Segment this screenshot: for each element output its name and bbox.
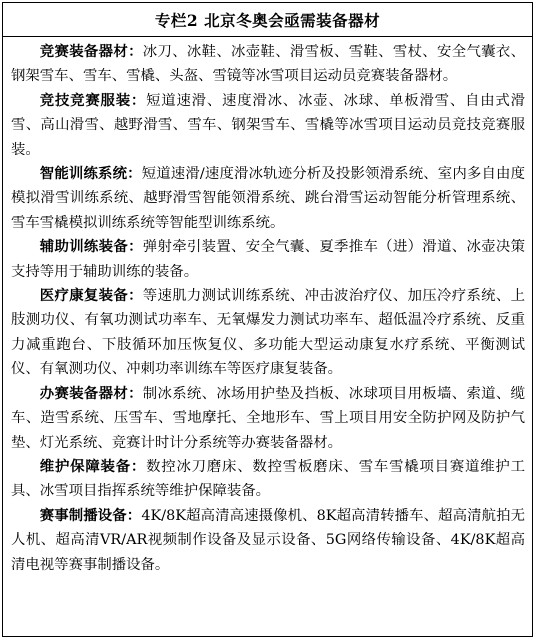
section-broadcast (11, 504, 525, 577)
column-box (2, 2, 533, 637)
section-text: 弹射牵引装置、安全气囊、夏季推车（进）滑道、冰壶决策支持等用于辅助训练的装备。 (11, 239, 525, 280)
section-medical-rehab (11, 284, 525, 382)
column-title: 专栏2 北京冬奥会亟需装备器材 (3, 3, 532, 37)
section-text: 等速肌力测试训练系统、冲击波治疗仪、加压冷疗系统、上肢测功仪、有氧功测试功率车、无氧爆发力测试功率车、超低温冷疗系统、反重力减重跑台、下肢循环加压恢复仪、多功能大型运动康复水疗系统、平衡测试仪、有氧测功仪、冲刺功率训练车等医疗康复装备。 (11, 288, 525, 378)
section-term: 竞技竞赛服装： (39, 91, 147, 109)
section-smart-training (11, 162, 525, 235)
section-text: 短道速滑/速度滑冰轨迹分析及投影领滑系统、室内多自由度模拟滑雪训练系统、越野滑雪智能领滑系统、跳台滑雪运动智能分析管理系统、雪车雪橇模拟训练系统等智能型训练系统。 (11, 166, 525, 231)
section-text: 短道速滑、速度滑冰、冰壶、冰球、单板滑雪、自由式滑雪、高山滑雪、越野滑雪、雪车、钢架雪车、雪橇等冰雪项目运动员竞技竞赛服装。 (11, 92, 525, 158)
section-term: 医疗康复装备： (39, 287, 143, 305)
section-auxiliary-training (11, 235, 525, 284)
section-term: 办赛装备器材： (39, 384, 143, 402)
section-term: 智能训练系统： (39, 165, 142, 183)
section-competition-equipment (11, 40, 525, 89)
section-event-operations (11, 382, 525, 455)
section-text: 数控冰刀磨床、数控雪板磨床、雪车雪橇项目赛道维护工具、冰雪项目指挥系统等维护保障装备。 (11, 458, 525, 500)
section-term: 维护保障装备： (39, 457, 147, 475)
column-body (3, 37, 532, 577)
section-maintenance (11, 455, 525, 504)
section-text: 4K/8K超高清高速摄像机、8K超高清转播车、超高清航拍无人机、超高清VR/AR视频制作设备及显示设备、5G网络传输设备、4K/8K超高清电视等赛事制播设备。 (11, 507, 525, 573)
section-text: 冰刀、冰鞋、冰壶鞋、滑雪板、雪鞋、雪杖、安全气囊衣、钢架雪车、雪车、雪橇、头盔、雪镜等冰雪项目运动员竞赛装备器材。 (11, 44, 525, 85)
section-competition-apparel (11, 89, 525, 162)
section-term: 赛事制播设备： (39, 506, 142, 524)
section-text: 制冰系统、冰场用护垫及挡板、冰球项目用板墙、索道、缆车、造雪系统、压雪车、雪地摩托、全地形车、雪上项目用安全防护网及防护气垫、灯光系统、竞赛计时计分系统等办赛装备器材。 (11, 385, 525, 451)
section-term: 辅助训练装备： (39, 238, 143, 256)
section-term: 竞赛装备器材： (39, 43, 143, 60)
